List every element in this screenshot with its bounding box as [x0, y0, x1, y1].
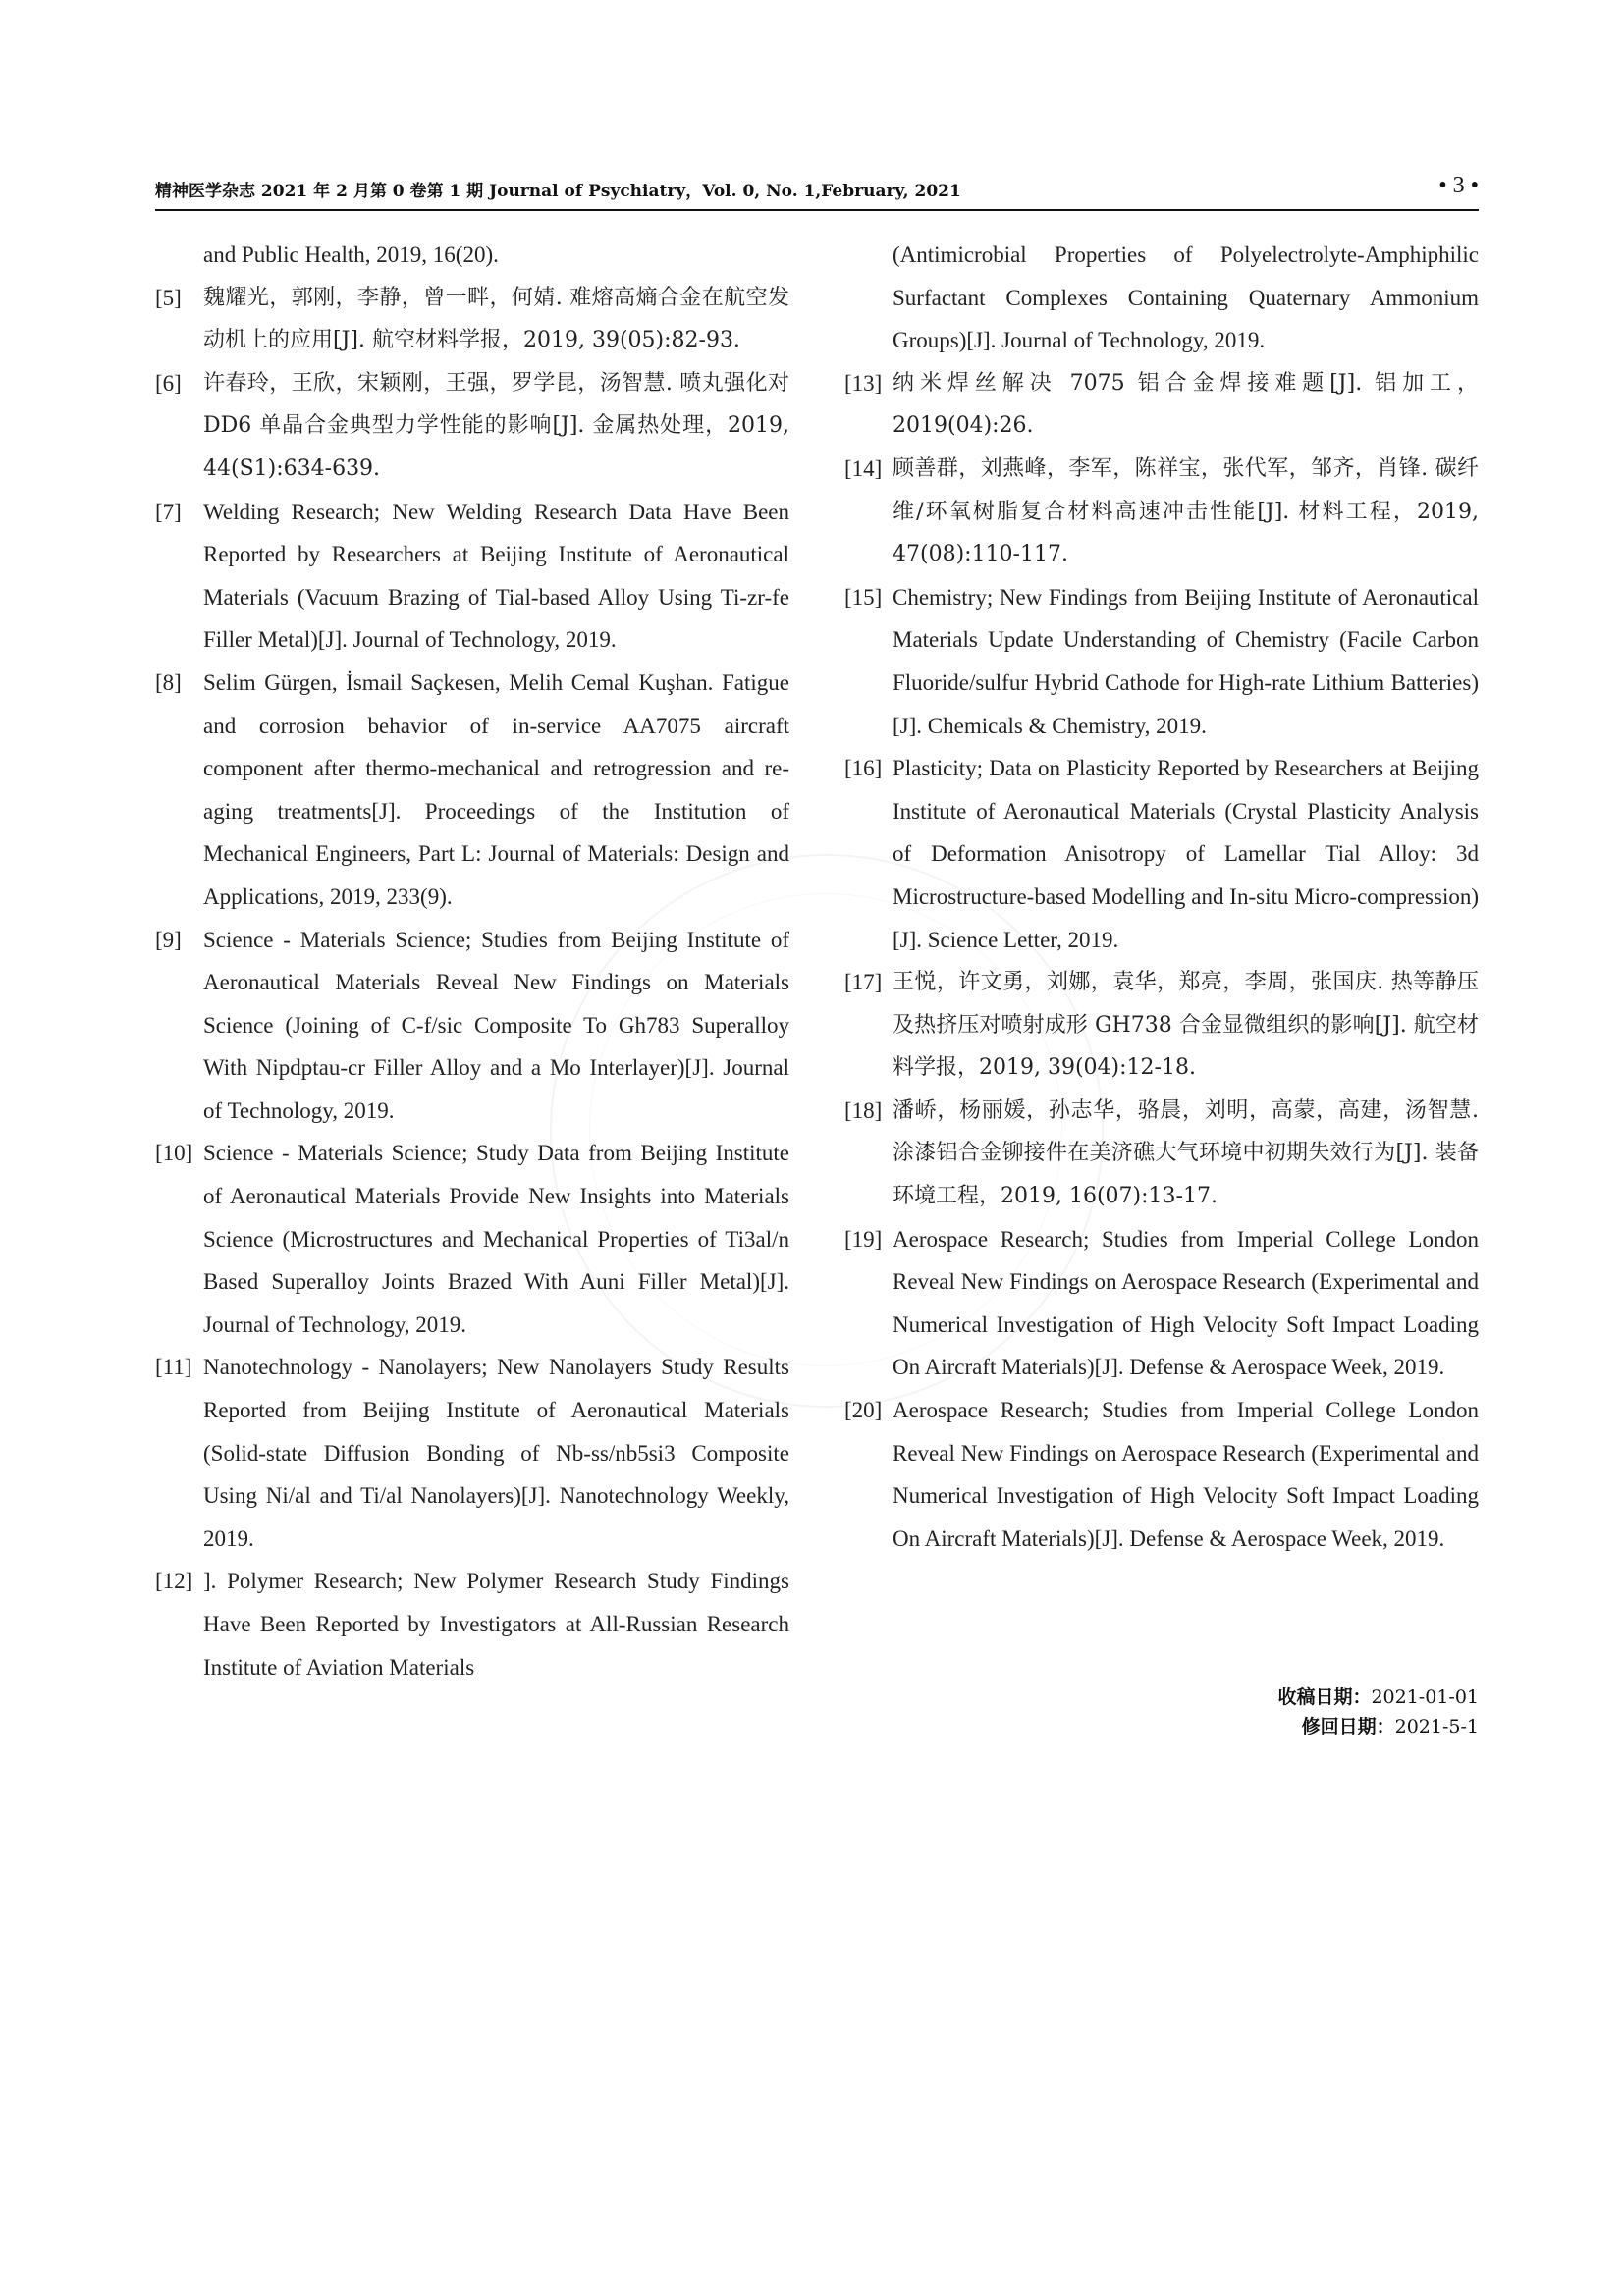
- reference-text: 纳米焊丝解决 7075 铝合金焊接难题[J]. 铝加工，2019(04):26.: [893, 370, 1479, 439]
- reference-item: [844, 448, 1479, 576]
- reference-text: 顾善群，刘燕峰，李军，陈祥宝，张代军，邹齐，肖锋. 碳纤维/环氧树脂复合材料高速冲击性能[J]. 材料工程，2019, 47(08):110-117.: [893, 455, 1479, 567]
- reference-text: Aerospace Research; Studies from Imperial College London Reveal New Findings on Aerospace Research (Experimental and Numerical Investigation of High Velocity Soft Impact Loading On Aircraft Materials)[J]. Defense & Aerospace Week, 2019.: [893, 1398, 1479, 1551]
- header-divider: [155, 209, 1479, 211]
- reference-text: Aerospace Research; Studies from Imperial College London Reveal New Findings on Aerospace Research (Experimental and Numerical Investigation of High Velocity Soft Impact Loading On Aircraft Materials)[J]. Defense & Aerospace Week, 2019.: [893, 1226, 1479, 1380]
- reference-item: [844, 747, 1479, 961]
- page-number: • 3 •: [1438, 173, 1479, 198]
- reference-item: [155, 491, 789, 662]
- reference-text: Welding Research; New Welding Research Data Have Been Reported by Researchers at Beijing Institute of Aeronautical Materials (Vacuum Brazing of Tial-based Alloy Using Ti-zr-fe Filler Metal)[J]. Journal of Technology, 2019.: [203, 499, 789, 653]
- reference-text: Plasticity; Data on Plasticity Reported by Researchers at Beijing Institute of Aeronautical Materials (Crystal Plasticity Analysis of Deformation Anisotropy of Lamellar Tial Alloy: 3d Microstructure-based Modelling and In-situ Micro-compression)[J]. Science Letter, 2019.: [893, 756, 1479, 952]
- reference-continuation: and Public Health, 2019, 16(20).: [203, 242, 499, 267]
- reference-text: Science - Materials Science; Study Data from Beijing Institute of Aeronautical Materials Provide New Insights into Materials Science (Microstructures and Mechanical Properties of Ti3al/n Based Superalloy Joints Brazed With Auni Filler Metal)[J]. Journal of Technology, 2019.: [203, 1141, 789, 1337]
- revised-date-line: [1129, 1712, 1479, 1741]
- reference-item: [155, 662, 789, 919]
- reference-text: Nanotechnology - Nanolayers; New Nanolayers Study Results Reported from Beijing Institute of Aeronautical Materials (Solid-state Diffusion Bonding of Nb-ss/nb5si3 Composite Using Ni/al and Ti/al Nanolayers)[J]. Nanotechnology Weekly, 2019.: [203, 1355, 789, 1551]
- reference-number: [9]: [155, 927, 182, 952]
- reference-number: [17]: [844, 970, 883, 995]
- reference-number: [7]: [155, 499, 182, 524]
- received-date-value: 2021-01-01: [1371, 1686, 1479, 1708]
- reference-item: [155, 919, 789, 1133]
- reference-number: [8]: [155, 669, 182, 695]
- reference-item: [844, 961, 1479, 1090]
- reference-text: 许春玲，王欣，宋颖刚，王强，罗学昆，汤智慧. 喷丸强化对 DD6 单晶合金典型力学性能的影响[J]. 金属热处理，2019, 44(S1):634-639.: [203, 370, 789, 481]
- reference-number: [6]: [155, 370, 182, 396]
- reference-number: [20]: [844, 1398, 883, 1423]
- revised-date-label: 修回日期：: [1301, 1716, 1395, 1737]
- reference-column-left: [155, 234, 789, 1688]
- reference-number: [5]: [155, 285, 182, 310]
- reference-item: [844, 362, 1479, 448]
- reference-column-right: [844, 234, 1479, 1560]
- reference-number: [18]: [844, 1097, 883, 1123]
- reference-number: [16]: [844, 756, 883, 781]
- reference-continuation: (Antimicrobial Properties of Polyelectrolyte-Amphiphilic Surfactant Complexes Containing Quaternary Ammonium Groups)[J]. Journal of Technology, 2019.: [893, 242, 1479, 353]
- revised-date-value: 2021-5-1: [1394, 1716, 1479, 1737]
- reference-text: Selim Gürgen, İsmail Saçkesen, Melih Cemal Kuşhan. Fatigue and corrosion behavior of in-service AA7075 aircraft component after thermo-mechanical and retrogression and re-aging treatments[J]. Proceedings of the Institution of Mechanical Engineers, Part L: Journal of Materials: Design and Applications, 2019, 233(9).: [203, 669, 789, 909]
- reference-text: 魏耀光，郭刚，李静，曾一畔，何婧. 难熔高熵合金在航空发动机上的应用[J]. 航空材料学报，2019, 39(05):82-93.: [203, 285, 789, 353]
- reference-text: 潘峤，杨丽媛，孙志华，骆晨，刘明，高蒙，高建，汤智慧. 涂漆铝合金铆接件在美济礁大气环境中初期失效行为[J]. 装备环境工程，2019, 16(07):13-17.: [893, 1097, 1479, 1209]
- reference-number: [15]: [844, 584, 883, 610]
- reference-number: [14]: [844, 455, 883, 481]
- reference-number: [11]: [155, 1355, 192, 1380]
- journal-citation-line: 精神医学杂志 2021 年 2 月第 0 卷第 1 期 Journal of Psychiatry，Vol. 0, No. 1,February, 2021: [155, 182, 961, 201]
- reference-item: [155, 1132, 789, 1346]
- reference-item: [844, 1389, 1479, 1560]
- reference-item: [155, 362, 789, 491]
- reference-text: ]. Polymer Research; New Polymer Research Study Findings Have Been Reported by Investigators at All-Russian Research Institute of Aviation Materials: [203, 1569, 789, 1680]
- reference-item: [155, 1346, 789, 1560]
- reference-item: [155, 277, 789, 362]
- reference-item: [844, 1218, 1479, 1389]
- received-date-label: 收稿日期：: [1277, 1686, 1372, 1708]
- reference-text: Science - Materials Science; Studies from Beijing Institute of Aeronautical Materials Reveal New Findings on Materials Science (Joining of C-f/sic Composite To Gh783 Superalloy With Nipdptau-cr Filler Alloy and a Mo Interlayer)[J]. Journal of Technology, 2019.: [203, 927, 789, 1123]
- reference-number: [10]: [155, 1141, 193, 1166]
- reference-text: Chemistry; New Findings from Beijing Institute of Aeronautical Materials Update Understanding of Chemistry (Facile Carbon Fluoride/sulfur Hybrid Cathode for High-rate Lithium Batteries)[J]. Chemicals & Chemistry, 2019.: [893, 584, 1479, 738]
- reference-number: [12]: [155, 1569, 193, 1594]
- running-header: [155, 173, 1479, 208]
- reference-item: [844, 1090, 1479, 1218]
- reference-number: [19]: [844, 1226, 883, 1252]
- reference-text: 王悦，许文勇，刘娜，袁华，郑亮，李周，张国庆. 热等静压及热挤压对喷射成形 GH738 合金显微组织的影响[J]. 航空材料学报，2019, 39(04):12-18.: [893, 970, 1479, 1081]
- submission-dates: [1129, 1682, 1479, 1741]
- received-date-line: [1129, 1682, 1479, 1712]
- reference-item: [844, 576, 1479, 747]
- reference-number: [13]: [844, 370, 883, 396]
- reference-item: [155, 1560, 789, 1688]
